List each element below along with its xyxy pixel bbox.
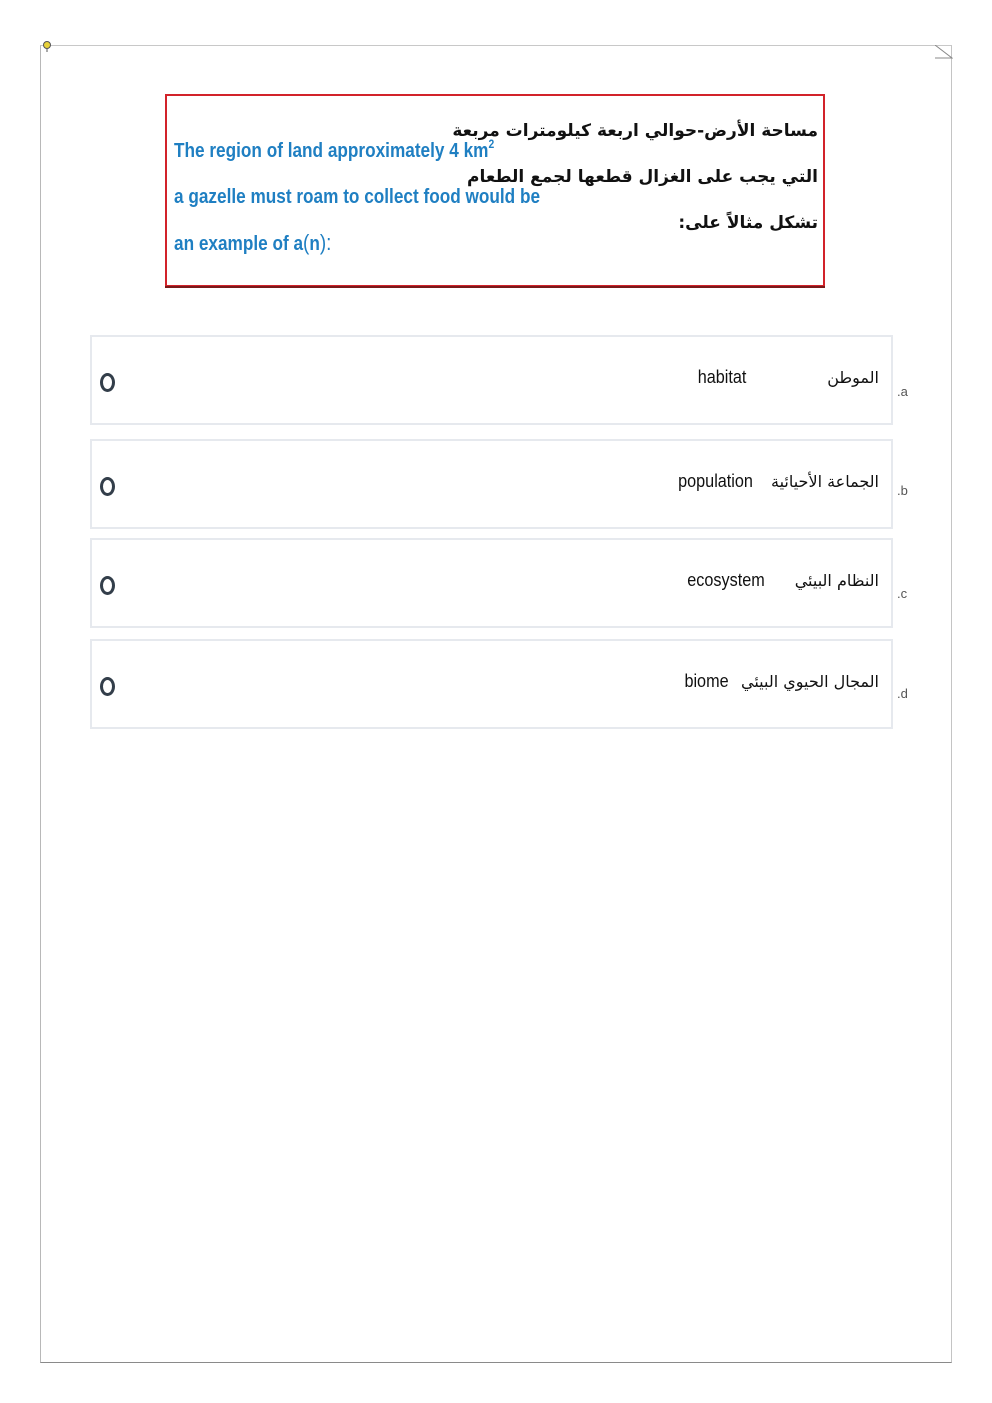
question-box bbox=[165, 94, 825, 287]
option-a-arabic: الموطن bbox=[827, 368, 879, 387]
page-fold-corner bbox=[935, 45, 953, 59]
question-arabic-line-2: التي يجب على الغزال قطعها لجمع الطعام bbox=[467, 167, 818, 187]
option-d-arabic: المجال الحيوي البيئي bbox=[741, 672, 879, 691]
option-a-text bbox=[695, 367, 879, 388]
question-english-line-1: The region of land approximately 4 $km^2$ bbox=[174, 137, 495, 162]
option-c-text bbox=[683, 570, 879, 591]
question-english-line-3: an example of a(n): bbox=[174, 230, 332, 255]
question-box-bottom-rule bbox=[165, 286, 825, 288]
question-english-line-2: a gazelle must roam to collect food would be bbox=[174, 186, 541, 208]
answer-option-a[interactable] bbox=[90, 335, 893, 425]
question-arabic-line-3: تشكل مثالاً على: bbox=[678, 213, 818, 233]
pin-icon bbox=[42, 40, 52, 52]
option-b-letter: .b bbox=[897, 483, 908, 498]
option-b-arabic: الجماعة الأحيائية bbox=[770, 472, 879, 491]
question-arabic bbox=[452, 108, 818, 246]
option-c-english: ecosystem bbox=[686, 570, 765, 590]
radio-button-b[interactable] bbox=[100, 477, 115, 496]
radio-button-d[interactable] bbox=[100, 677, 115, 696]
option-d-text bbox=[682, 671, 879, 692]
option-c-arabic: النظام البيئي bbox=[794, 571, 879, 590]
radio-button-c[interactable] bbox=[100, 576, 115, 595]
radio-button-a[interactable] bbox=[100, 373, 115, 392]
option-a-letter: .a bbox=[897, 384, 908, 399]
option-a-english: habitat bbox=[697, 367, 747, 387]
option-d-english: biome bbox=[684, 671, 729, 691]
question-arabic-line-1: مساحة الأرض-حوالي اربعة كيلومترات مربعة bbox=[452, 121, 818, 141]
answer-option-b[interactable] bbox=[90, 439, 893, 529]
option-c-letter: .c bbox=[897, 586, 908, 601]
answer-option-d[interactable] bbox=[90, 639, 893, 729]
option-b-text bbox=[674, 471, 879, 492]
answer-option-c[interactable] bbox=[90, 538, 893, 628]
option-d-letter: .d bbox=[897, 686, 908, 701]
option-b-english: population bbox=[678, 471, 753, 491]
